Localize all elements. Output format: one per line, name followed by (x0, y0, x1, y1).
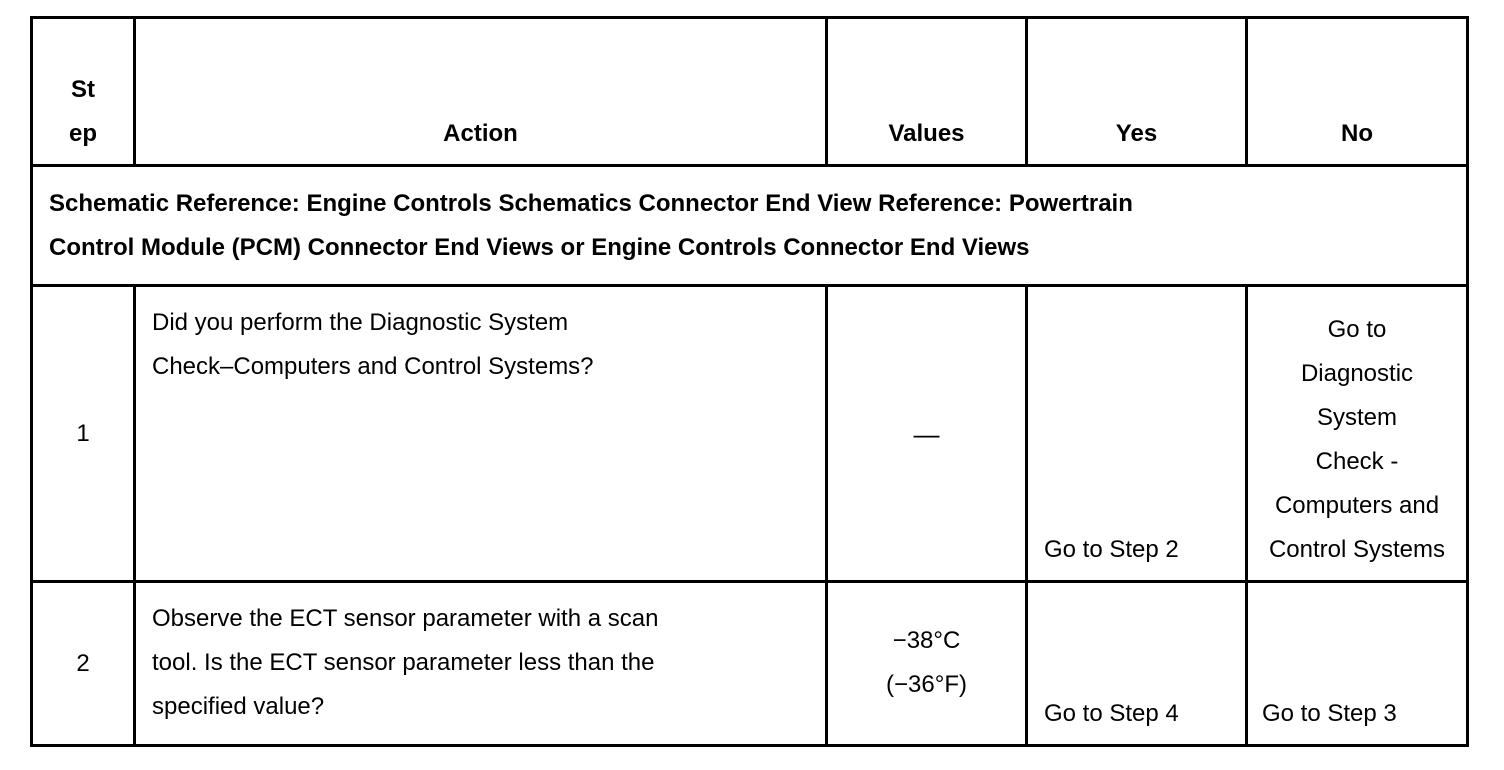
header-values: Values (827, 18, 1027, 166)
reference-line: Schematic Reference: Engine Controls Schematics Connector End View Reference: Powertrain (49, 189, 1133, 217)
header-step-part-1: St (71, 76, 95, 103)
schematic-reference (32, 166, 1468, 286)
table-row (32, 582, 1468, 746)
no-line: Go to Step 3 (1262, 700, 1397, 727)
no-line: Check - (1315, 448, 1399, 475)
no-line: Go to (1327, 316, 1387, 343)
header-yes: Yes (1027, 18, 1247, 166)
action-line: Check–Computers and Control Systems? (152, 353, 594, 380)
yes-cell: Go to Step 4 (1027, 582, 1247, 746)
value-line: — (913, 418, 940, 449)
value-line: −38°C (892, 627, 961, 654)
values-cell (827, 286, 1027, 582)
table-row (32, 286, 1468, 582)
no-line: System (1316, 404, 1397, 431)
header-step (32, 18, 135, 166)
yes-cell: Go to Step 2 (1027, 286, 1247, 582)
diagnostic-table (30, 16, 1469, 747)
no-cell (1247, 582, 1468, 746)
header-no: No (1247, 18, 1468, 166)
action-line: specified value? (152, 693, 325, 720)
action-line: tool. Is the ECT sensor parameter less than the (152, 649, 655, 676)
reference-line: Control Module (PCM) Connector End Views or Engine Controls Connector End Views (49, 233, 1030, 261)
no-line: Control Systems (1268, 536, 1446, 563)
values-cell (827, 582, 1027, 746)
no-line: Computers and (1274, 492, 1440, 519)
action-line: Observe the ECT sensor parameter with a scan (152, 605, 659, 632)
action-cell (135, 286, 827, 582)
step-number: 1 (32, 286, 135, 582)
step-number: 2 (32, 582, 135, 746)
reference-row (32, 166, 1468, 286)
action-cell (135, 582, 827, 746)
action-line: Did you perform the Diagnostic System (152, 309, 569, 336)
header-row (32, 18, 1468, 166)
header-action: Action (135, 18, 827, 166)
value-line: (−36°F) (886, 671, 967, 698)
no-cell (1247, 286, 1468, 582)
no-line: Diagnostic (1300, 360, 1414, 387)
header-step-part-2: ep (68, 120, 97, 147)
